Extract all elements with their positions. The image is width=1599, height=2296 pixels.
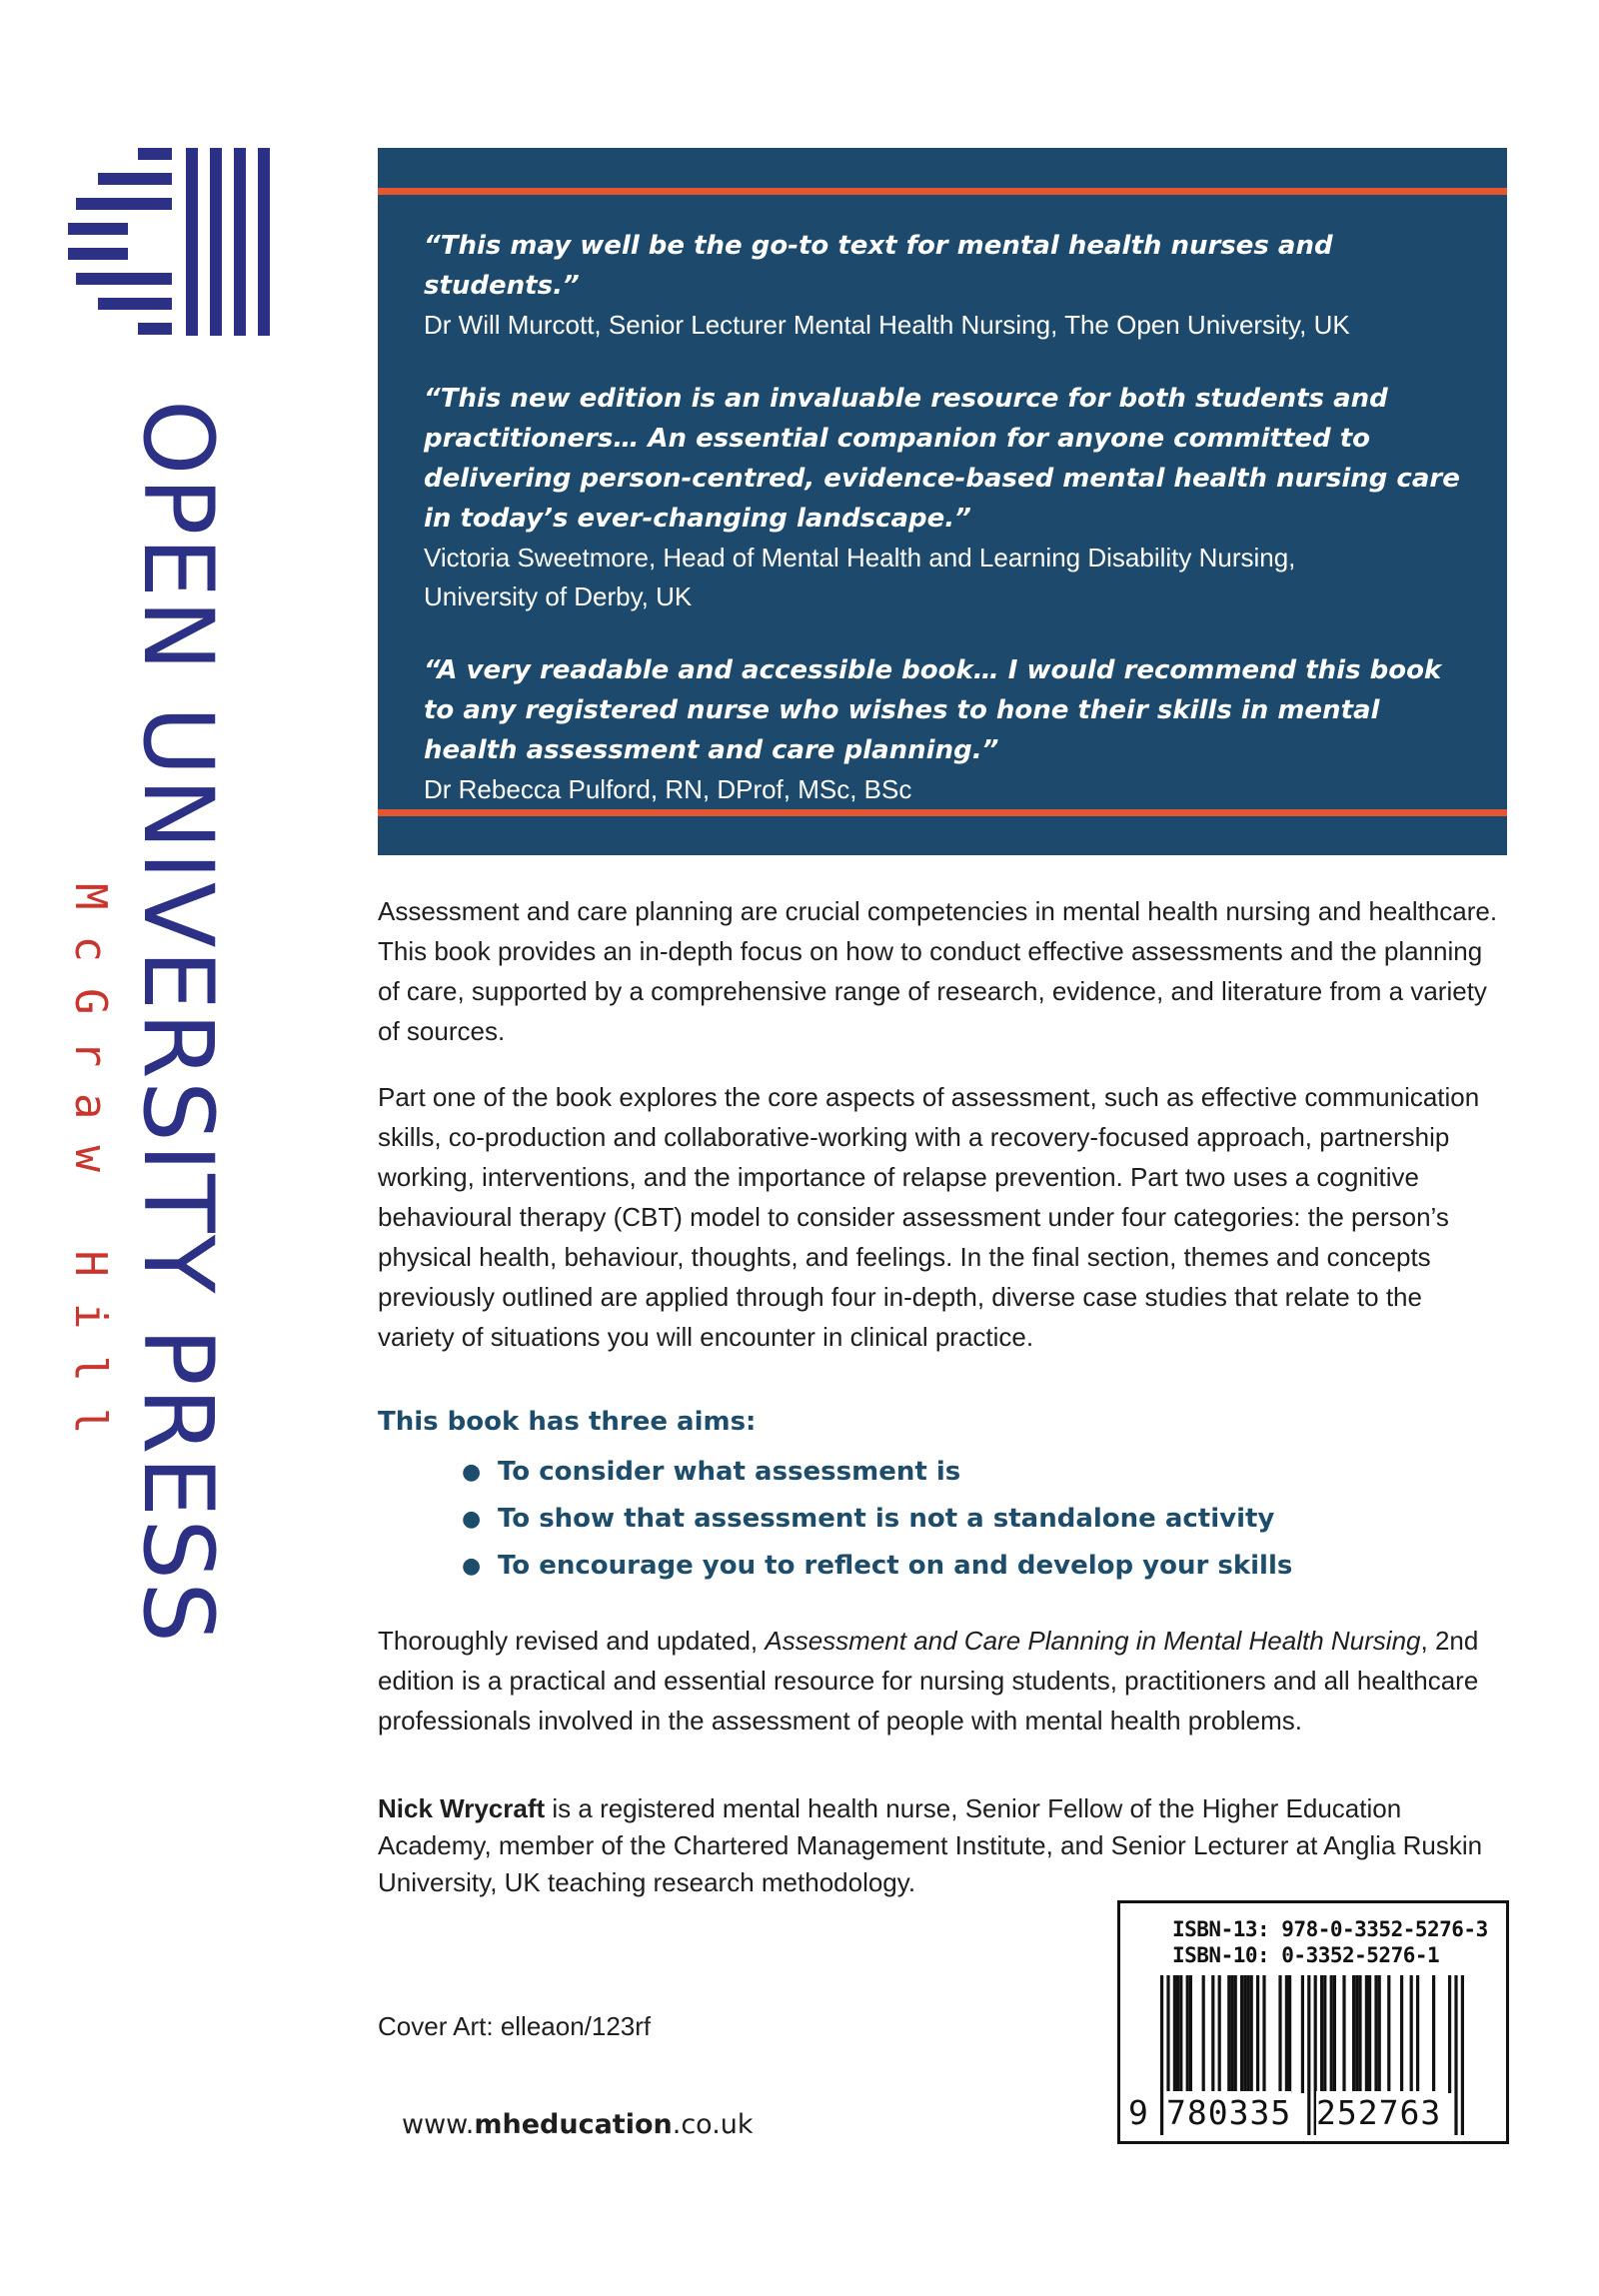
barcode-bar bbox=[1387, 1975, 1390, 2093]
barcode-bar bbox=[1173, 1975, 1176, 2093]
barcode-bar bbox=[1342, 1975, 1345, 2093]
summary-paragraph bbox=[378, 1621, 1502, 1740]
barcode-bar bbox=[1301, 1975, 1304, 2093]
barcode-bar bbox=[1355, 1975, 1358, 2093]
accent-rule-bottom bbox=[378, 809, 1507, 816]
barcode-right-digits: 252763 bbox=[1316, 2091, 1441, 2135]
barcode-bar bbox=[1288, 1975, 1291, 2093]
aim-text: To show that assessment is not a standalone activity bbox=[498, 1504, 1275, 1534]
barcode-bar bbox=[1333, 1975, 1336, 2093]
author-name: Nick Wrycraft bbox=[378, 1793, 546, 1823]
testimonial-attribution: Dr Will Murcott, Senior Lecturer Mental Health Nursing, The Open University, UK bbox=[424, 310, 1350, 340]
barcode-bar bbox=[1378, 1975, 1381, 2093]
barcode-bar bbox=[1256, 1975, 1259, 2093]
website-link[interactable] bbox=[402, 2106, 754, 2144]
aims-list bbox=[462, 1449, 1292, 1590]
testimonial-attribution: Victoria Sweetmore, Head of Mental Health and Learning Disability Nursing, bbox=[424, 543, 1296, 573]
isbn-barcode bbox=[1117, 1900, 1509, 2144]
barcode-bar bbox=[1230, 1975, 1233, 2093]
barcode-bar bbox=[1278, 1975, 1281, 2093]
barcode-digits bbox=[1120, 2091, 1506, 2135]
barcode-bar bbox=[1416, 1975, 1419, 2093]
testimonial bbox=[424, 650, 1473, 809]
publisher-name: OPEN UNIVERSITY PRESS bbox=[122, 400, 234, 1646]
testimonial-attribution: University of Derby, UK bbox=[424, 581, 693, 611]
description-paragraph: Part one of the book explores the core aspects of assessment, such as effective communication skills, co-production and collaborative-working with a recovery-focused approach, partnership working, interventions, and the importance of relapse prevention. Part two uses a cognitive behavioural therapy (CBT) model to consider assessment under four categories: the person’s physical health, behaviour, thoughts, and feelings. In the final section, themes and concepts previously outlined are applied through four in-depth, diverse case studies that relate to the variety of situations you will encounter in clinical practice. bbox=[378, 1082, 1480, 1352]
barcode-bar bbox=[1186, 1975, 1189, 2093]
testimonial bbox=[424, 379, 1473, 616]
website-domain: mheducation bbox=[474, 2109, 673, 2140]
barcode-bar bbox=[1227, 1975, 1230, 2093]
barcode-bar bbox=[1448, 1975, 1451, 2093]
website-suffix: .co.uk bbox=[672, 2109, 754, 2140]
imprint-name: McGraw Hill bbox=[65, 883, 116, 1461]
barcode-bar bbox=[1246, 1975, 1249, 2093]
aim-item bbox=[462, 1496, 1292, 1543]
barcode-bar bbox=[1176, 1975, 1179, 2093]
barcode-bar bbox=[1323, 1975, 1326, 2093]
barcode-bar bbox=[1202, 1975, 1205, 2093]
bullet-icon: ● bbox=[462, 1460, 482, 1485]
publisher-logo-icon bbox=[68, 148, 282, 336]
barcode-bar bbox=[1285, 1975, 1288, 2093]
barcode-lead-digit: 9 bbox=[1128, 2093, 1149, 2132]
author-bio bbox=[378, 1790, 1502, 1901]
barcode-bar bbox=[1234, 1975, 1237, 2093]
barcode-bar bbox=[1365, 1975, 1368, 2093]
barcode-bar bbox=[1352, 1975, 1355, 2093]
aim-text: To consider what assessment is bbox=[498, 1457, 961, 1487]
aims-heading: This book has three aims: bbox=[378, 1407, 757, 1437]
summary-prefix: Thoroughly revised and updated, bbox=[378, 1626, 766, 1656]
barcode-bar bbox=[1368, 1975, 1371, 2093]
barcode-bar bbox=[1320, 1975, 1323, 2093]
testimonial-quote: “This may well be the go-to text for mental health nurses and students.” bbox=[424, 231, 1333, 301]
barcode-bar bbox=[1400, 1975, 1403, 2093]
isbn-13-label: ISBN-13: 978-0-3352-5276-3 bbox=[1172, 1917, 1488, 1941]
aim-item bbox=[462, 1449, 1292, 1496]
barcode-bar bbox=[1262, 1975, 1265, 2093]
barcode-bar bbox=[1211, 1975, 1214, 2093]
isbn-10-label: ISBN-10: 0-3352-5276-1 bbox=[1172, 1943, 1440, 1967]
cover-art-credit: Cover Art: elleaon/123rf bbox=[378, 2011, 652, 2041]
barcode-bar bbox=[1358, 1975, 1361, 2093]
summary-suffix: , 2nd edition is a practical and essential resource for nursing students, practitioners and all healthcare professionals involved in the assessment of people with mental health problems. bbox=[378, 1626, 1479, 1735]
barcode-bar bbox=[1432, 1975, 1435, 2093]
barcode-bar bbox=[1243, 1975, 1246, 2093]
accent-rule-top bbox=[378, 188, 1507, 195]
website-prefix: www. bbox=[402, 2109, 475, 2140]
barcode-bar bbox=[1218, 1975, 1221, 2093]
bullet-icon: ● bbox=[462, 1554, 482, 1579]
barcode-bar bbox=[1189, 1975, 1192, 2093]
description-paragraph: Assessment and care planning are crucial competencies in mental health nursing and healthcare. This book provides an in-depth focus on how to conduct effective assessments and the planning of care, supported by a comprehensive range of research, evidence, and literature from a variety of sources. bbox=[378, 896, 1498, 1046]
bullet-icon: ● bbox=[462, 1507, 482, 1532]
barcode-bar bbox=[1330, 1975, 1333, 2093]
barcode-bar bbox=[1240, 1975, 1243, 2093]
barcode-bar bbox=[1250, 1975, 1253, 2093]
barcode-bar bbox=[1179, 1975, 1182, 2093]
aim-text: To encourage you to reflect on and develop your skills bbox=[498, 1551, 1293, 1581]
book-title: Assessment and Care Planning in Mental Health Nursing bbox=[765, 1626, 1421, 1656]
barcode-bar bbox=[1374, 1975, 1377, 2093]
barcode-left-digits: 780335 bbox=[1166, 2091, 1291, 2135]
testimonial-quote: “A very readable and accessible book… I would recommend this book to any registered nurse who wishes to hone their skills in mental health assessment and care planning.” bbox=[424, 655, 1442, 765]
barcode-bar bbox=[1410, 1975, 1413, 2093]
testimonial-quote: “This new edition is an invaluable resource for both students and practitioners… An essential companion for anyone committed to delivering person-centred, evidence-based mental health nursing care in today’s ever-changing landscape.” bbox=[424, 384, 1460, 534]
testimonials-panel bbox=[378, 148, 1507, 855]
aim-item bbox=[462, 1543, 1292, 1590]
testimonial bbox=[424, 226, 1473, 345]
author-bio-text: is a registered mental health nurse, Senior Fellow of the Higher Education Academy, member of the Chartered Management Institute, and Senior Lecturer at Anglia Ruskin University, UK teaching research methodology. bbox=[378, 1793, 1483, 1897]
testimonial-attribution: Dr Rebecca Pulford, RN, DProf, MSc, BSc bbox=[424, 774, 912, 804]
testimonial-list bbox=[424, 226, 1473, 843]
